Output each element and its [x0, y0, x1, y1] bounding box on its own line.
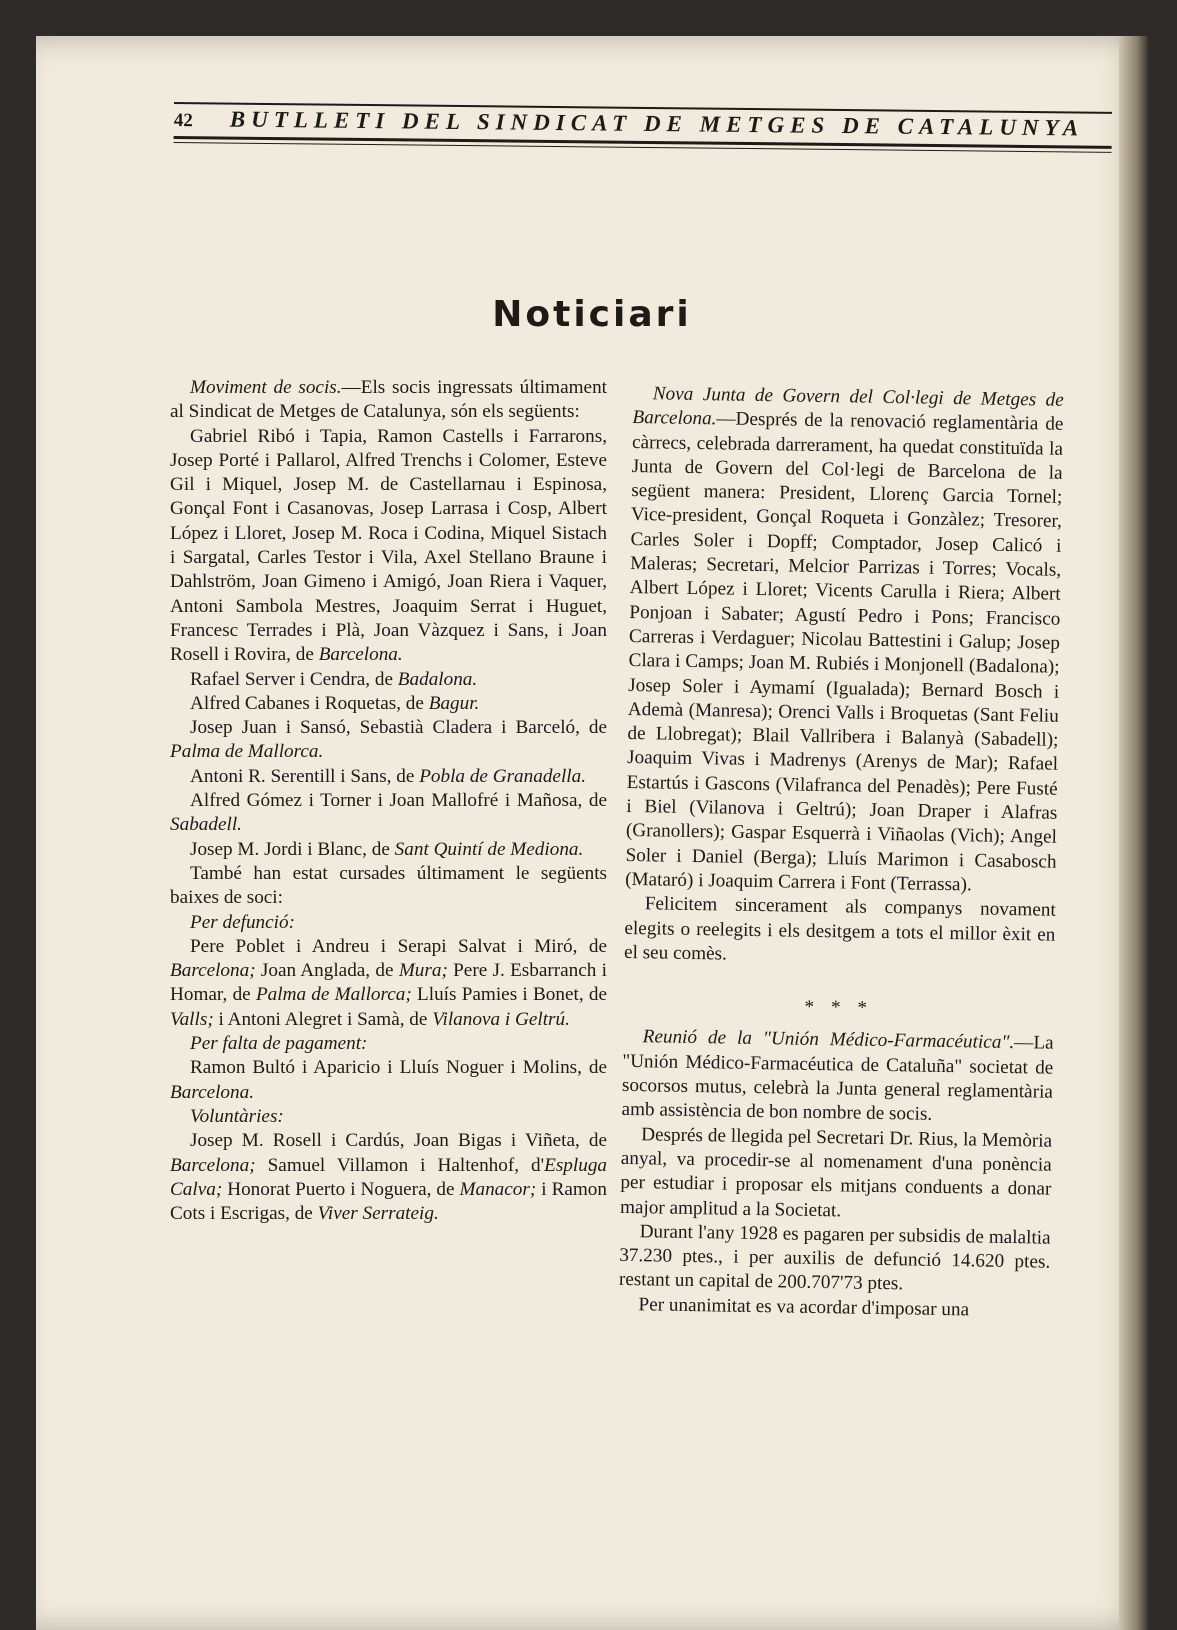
place-name: Vilanova i Geltrú.	[432, 1008, 570, 1030]
place-name: Badalona.	[397, 668, 478, 690]
paragraph	[620, 1123, 1052, 1227]
paragraph-text: Joan Anglada, de	[260, 960, 394, 982]
paragraph	[619, 1220, 1051, 1300]
section-separator: * * *	[804, 996, 874, 1019]
place-name: Viver Serrateig.	[317, 1203, 439, 1225]
paragraph	[170, 862, 607, 911]
section-lead: Nova Junta de Govern del Col·legi de Metges de Barcelona.	[632, 383, 1064, 430]
page	[36, 36, 1148, 1630]
paragraph-text: Josep M. Rosell i Cardús, Joan Bigas i Viñeta, de	[190, 1130, 607, 1152]
place-name: Valls;	[170, 1008, 214, 1030]
paragraph-text: Felicitem sincerament als companys novament elegits o reelegits i els desitgem a tots el millor èxit en el seu comès.	[623, 893, 1056, 965]
paragraph-text: Antoni R. Serentill i Sans, de	[190, 765, 415, 787]
place-name: Espluga Calva;	[170, 1154, 608, 1200]
running-header	[174, 102, 1114, 152]
paragraph-text: Per unanimitat es va acordar d'imposar una	[638, 1293, 970, 1321]
paragraph-text: Pere Poblet i Andreu i Serapi Salvat i Miró, de	[190, 935, 607, 957]
paragraph-text: Samuel Villamon i Haltenhof, d'	[267, 1154, 545, 1176]
place-name: Barcelona.	[318, 644, 403, 666]
paragraph	[624, 892, 1056, 972]
place-name: Sant Quintí de Mediona.	[394, 838, 584, 860]
paragraph	[170, 935, 607, 1032]
paragraph-text: i Antoni Alegret i Samà, de	[218, 1008, 428, 1030]
paragraph	[170, 1056, 607, 1105]
place-name: Barcelona;	[170, 1154, 256, 1176]
place-name: Bagur.	[428, 692, 480, 714]
place-name: Sabadell.	[170, 814, 242, 836]
left-column	[170, 376, 607, 1226]
place-name: Barcelona.	[170, 1081, 255, 1103]
paragraph	[170, 425, 607, 668]
paragraph	[170, 376, 607, 425]
paragraph-text: També han estat cursades últimament le següents baixes de soci:	[170, 862, 607, 909]
paragraph	[625, 382, 1064, 899]
place-name: Palma de Mallorca;	[255, 984, 412, 1006]
paragraph	[170, 789, 607, 838]
paragraph	[170, 838, 607, 862]
paragraph-text: Josep M. Jordi i Blanc, de	[190, 838, 390, 860]
place-name: Pobla de Granadella.	[419, 765, 586, 787]
paragraph	[170, 692, 607, 716]
paragraph-text: —La "Unión Médico-Farmacéutica de Cataluña" societat de socorsos mutus, celebrà la Junta general reglamentària amb assistència de bon nombre de socis.	[621, 1032, 1054, 1126]
paragraph	[170, 1129, 607, 1226]
paragraph-text: Lluís Pamies i Bonet, de	[417, 984, 608, 1006]
right-column	[618, 382, 1064, 1324]
section-lead: Reunió de la "Unión Médico-Farmacéutica".	[642, 1026, 1015, 1054]
subheading-pagament: Per falta de pagament:	[190, 1033, 368, 1055]
paragraph-text: Gabriel Ribó i Tapia, Ramon Castells i Farrarons, Josep Porté i Pallarol, Alfred Trenchs i Colomer, Esteve Gil i Miquel, Josep M. de Castellarnau i Espinosa, Gonçal Font i Casanovas, Josep Larrasa i Cosp, Albert López i Lloret, Josep M. Roca i Codina, Miquel Sistach i Sargatal, Carles Testor i Vila, Axel Stellano Braune i Dahlström, Joan Gimeno i Amigó, Joan Riera i Vaquer, Antoni Sambola Mestres, Joaquim Serrat i Huguet, Francesc Terrades i Plà, Joan Vàzquez i Sans, i Joan Rosell i Rovira, de	[170, 425, 607, 666]
subheading-defuncio: Per defunció:	[190, 911, 295, 933]
paragraph	[170, 668, 607, 692]
section-lead: Moviment de socis.	[190, 377, 342, 398]
paragraph-text: Durant l'any 1928 es pagaren per subsidis de malaltia 37.230 ptes., i per auxilis de defunció 14.620 ptes. restant un capital de 200.707'73 ptes.	[618, 1221, 1051, 1295]
running-title: BUTLLETI DEL SINDICAT DE METGES DE CATALUNYA	[229, 106, 1085, 141]
paragraph-text: Honorat Puerto i Noguera, de	[227, 1178, 455, 1200]
paragraph	[170, 765, 607, 789]
place-name: Palma de Mallorca.	[170, 741, 324, 763]
subheading-voluntaries: Voluntàries:	[190, 1105, 284, 1127]
paragraph-text: Després de llegida pel Secretari Dr. Rius, la Memòria anyal, va procedir-se al nomenament d'una ponència per estudiar i proposar els mitjans conduents a donar major amplitud a la Societat.	[619, 1123, 1053, 1221]
paragraph	[170, 716, 607, 765]
place-name: Manacor;	[459, 1178, 537, 1200]
paragraph-text: i Ramon Cots i Escrigas, de	[170, 1178, 607, 1225]
page-number: 42	[173, 109, 193, 132]
paragraph-text: Alfred Gómez i Torner i Joan Mallofré i Mañosa, de	[190, 790, 607, 812]
section-title: Noticiari	[492, 294, 692, 335]
paragraph-text: —Els socis ingressats últimament al Sindicat de Metges de Catalunya, són els següents:	[170, 377, 607, 423]
book-gutter	[1119, 36, 1148, 1630]
paragraph	[621, 1025, 1053, 1129]
place-name: Mura;	[398, 960, 448, 982]
paragraph-text: Rafael Server i Cendra, de	[190, 668, 393, 690]
paragraph-text: Pere J. Esbarranch i Homar, de	[170, 960, 607, 1006]
paragraph-text: —Després de la renovació reglamentària de càrrecs, celebrada darrerament, ha quedat constituïda la Junta de Govern del Col·legi de Barcelona de la següent manera: President, Llorenç Garcia Tornel; Vice-president, Gonçal Roqueta i Gonzàlez; Tresorer, Carles Soler i Dopff; Comptador, Josep Calicó i Maleras; Secretari, Melcior Parrizas i Torres; Vocals, Albert López i Lloret; Vicents Carulla i Riera; Albert Ponjoan i Sabater; Agustí Pedro i Pons; Francisco Carreras i Verdaguer; Nicolau Battestini i Galup; Josep Clara i Camps; Joan M. Rubiés i Monjonell (Badalona); Josep Soler i Aymamí (Igualada); Bernard Bosch i Ademà (Manresa); Orenci Valls i Broquetas (Sant Feliu de Llobregat); Blail Vallribera i Balanyà (Sabadell); Joaquim Vivas i Madrenys (Arenys de Mar); Rafael Estartús i Gascons (Vilafranca del Penadès); Pere Fusté i Biel (Vilanova i Geltrú); Joan Draper i Alafras (Granollers); Gaspar Esquerrà i Viñaolas (Vich); Angel Soler i Daniel (Berga); Lluís Marimon i Casabosch (Mataró) i Joaquim Carrera i Font (Terrassa).	[625, 408, 1064, 896]
place-name: Barcelona;	[170, 960, 256, 982]
paragraph-text: Josep Juan i Sansó, Sebastià Cladera i Barceló, de	[190, 717, 607, 739]
paragraph-text: Alfred Cabanes i Roquetas, de	[190, 692, 424, 714]
paragraph-text: Ramon Bultó i Aparicio i Lluís Noguer i Molins, de	[190, 1057, 607, 1079]
